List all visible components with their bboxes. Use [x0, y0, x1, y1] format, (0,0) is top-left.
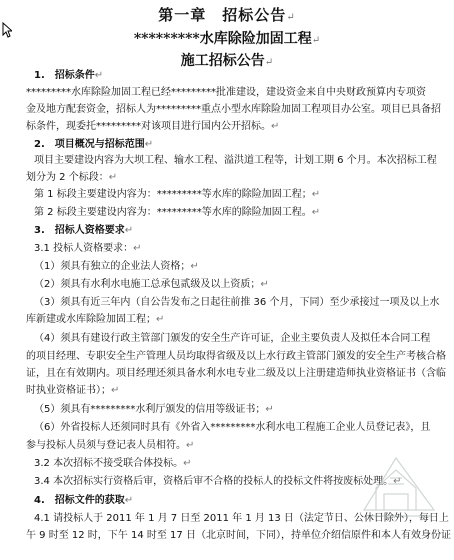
section-2-heading: 2. 项目概况与招标范围↵: [34, 139, 154, 150]
section-2-text: 划分为 2 个标段：↵: [26, 172, 118, 183]
section-3-text: （1）须具有独立的企业法人资格；↵: [34, 261, 199, 272]
section-3-text: 3.1 投标人资格要求：↵: [34, 243, 142, 254]
section-3-heading: 3. 招标人资格要求↵: [34, 225, 134, 236]
section-3-text: 3.2 本次招标不接受联合体投标。↵: [34, 458, 192, 469]
section-2-text: 第 2 标段主要建设内容为：*********等水库的除险加固工程。↵: [34, 207, 321, 218]
section-3-text: （4）须具有建设行政主管部门颁发的安全生产许可证，企业主要负责人及拟任本合同工程: [34, 333, 431, 344]
section-4-text: 午 9 时至 12 时，下午 14 时至 17 日（北京时间，下同），持单位介绍信原件和本人有效身份证: [26, 530, 451, 541]
section-3-text: （2）须具有水利水电施工总承包贰级及以上资质；↵: [34, 279, 269, 290]
section-2-text: 第 1 标段主要建设内容为：*********等水库的除险加固工程；↵: [34, 189, 321, 200]
section-1-text: *********水库除险加固工程已经*********批准建设，建设资金来自中央财政预算内专项资: [26, 87, 426, 98]
chapter-title: 第一章 招标公告↵: [158, 6, 296, 24]
project-title: *********水库除险加固工程↵: [133, 31, 321, 47]
section-3-text: （6）外省投标人还须同时具有《外省入*********水利水电工程施工企业人员登记表》，且: [34, 422, 431, 433]
section-4-heading: 4. 招标文件的获取↵: [34, 495, 134, 506]
section-3-text: 参与投标人员须与登记表人员相符。↵: [26, 440, 195, 451]
section-2-text: 项目主要建设内容为大坝工程、输水工程、溢洪道工程等，计划工期 6 个月。本次招标工程: [34, 155, 437, 166]
section-1-heading: 1. 招标条件↵: [34, 70, 104, 81]
section-3-text: 时执业资格证书）；↵: [26, 385, 120, 396]
section-3-text: （3）须具有近三年内（自公告发布之日起往前推 36 个月，下同）至少承接过一项及以上水: [34, 297, 440, 308]
section-3-text: 证，且在有效期内。项目经理还须具备水利水电专业二级及以上注册建造师执业资格证书（含临: [26, 368, 446, 379]
section-3-text: 3.4 本次招标实行资格后审，资格后审不合格的投标人的投标文件将按废标处理。↵: [34, 476, 402, 487]
section-1-text: 金及地方配套资金，招标人为*********重点小型水库除险加固工程项目办公室。项目已具备招: [26, 104, 441, 115]
section-3-text: （5）须具有*********水利厅颁发的信用等级证书；↵: [34, 404, 274, 415]
section-3-text: 的项目经理、专职安全生产管理人员均取得省级及以上水行政主管部门颁发的安全生产考核合格: [26, 351, 446, 362]
notice-title: 施工招标公告↵: [180, 53, 274, 69]
section-4-text: 4.1 请投标人于 2011 年 1 月 7 日至 2011 年 1 月 13 日（法定节日、公休日除外），每日上: [34, 513, 449, 524]
section-3-text: 库新建或水库除险加固工程；↵: [26, 314, 165, 325]
section-1-text: 标条件，现委托*********对该项目进行国内公开招标。↵: [26, 121, 280, 132]
building-watermark-icon: [356, 448, 442, 528]
